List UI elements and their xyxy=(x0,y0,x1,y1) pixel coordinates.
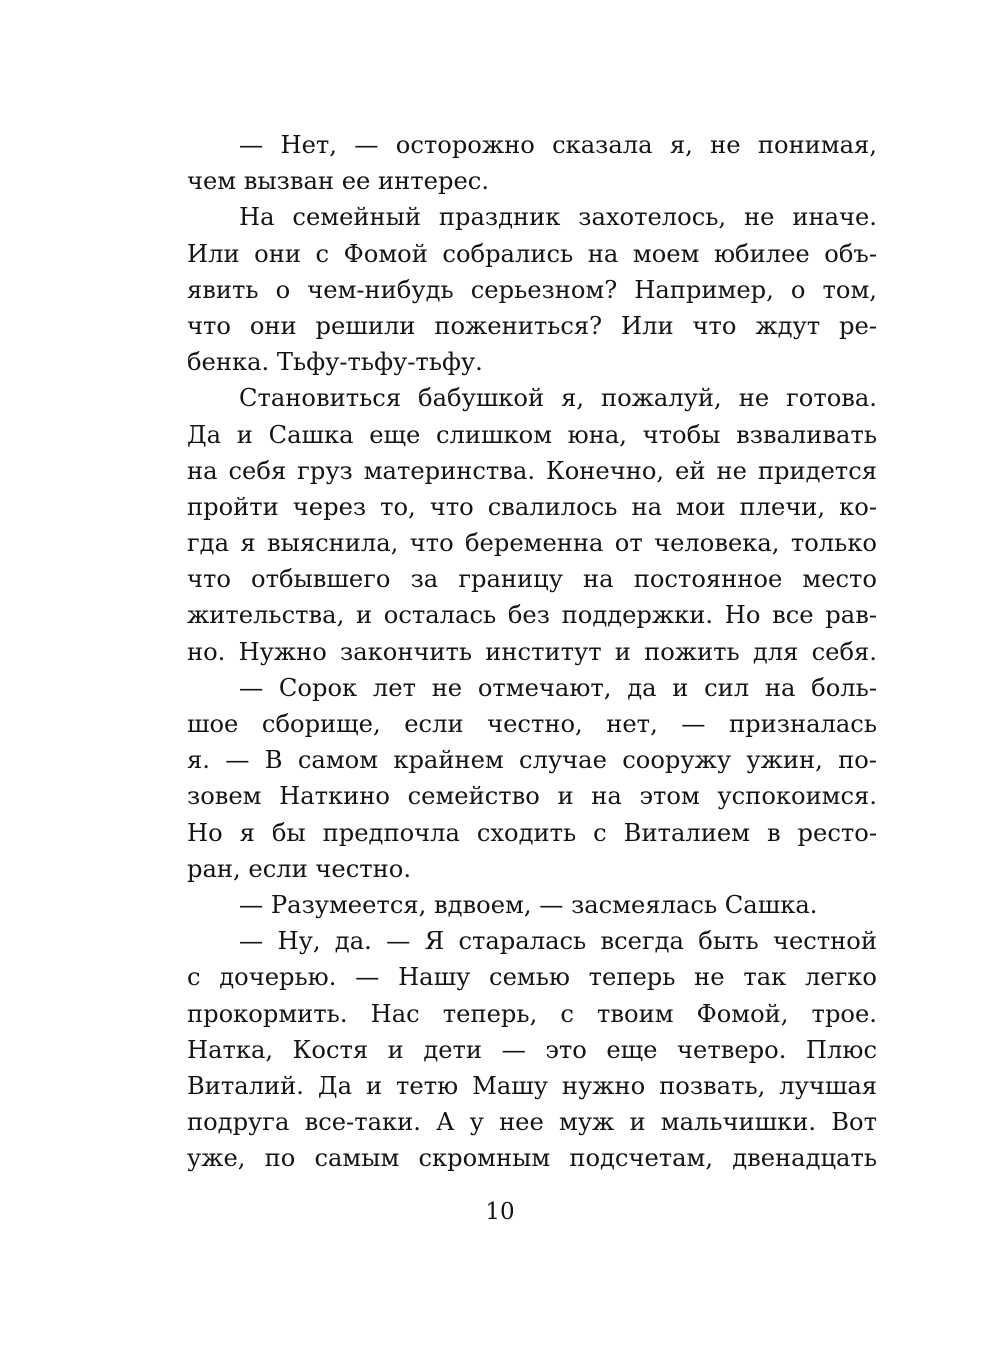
page-number: 10 xyxy=(485,1199,515,1225)
text-line: подруга все-таки. А у нее муж и мальчишки. Вот xyxy=(187,1108,877,1137)
text-line: ран, если честно. xyxy=(187,854,412,883)
text-line: уже, по самым скромным подсчетам, двенадцать xyxy=(187,1144,877,1173)
text-line: Виталий. Да и тетю Машу нужно позвать, лучшая xyxy=(187,1071,877,1100)
text-line: Натка, Костя и дети — это еще четверо. Плюс xyxy=(187,1035,877,1064)
text-line: бенка. Тьфу-тьфу-тьфу. xyxy=(187,348,483,377)
text-line: жительства, и осталась без поддержки. Но все рав- xyxy=(187,601,877,630)
text-line: Или они с Фомой собрались на моем юбилее объ- xyxy=(187,239,877,268)
text-line: с дочерью. — Нашу семью теперь не так легко xyxy=(187,963,877,992)
text-line: Да и Сашка еще слишком юна, чтобы взваливать xyxy=(187,420,877,449)
text-line: на себя груз материнства. Конечно, ей не придется xyxy=(187,456,877,485)
body-text xyxy=(187,127,877,1176)
text-line: пройти через то, что свалилось на мои плечи, ко- xyxy=(187,492,877,521)
text-line: шое сборище, если честно, нет, — призналась xyxy=(187,710,877,738)
text-line: На семейный праздник захотелось, не иначе. xyxy=(239,203,877,232)
text-line: прокормить. Нас теперь, с твоим Фомой, трое. xyxy=(187,999,877,1028)
text-line: но. Нужно закончить институт и пожить для себя. xyxy=(187,637,877,666)
text-line: — Ну, да. — Я старалась всегда быть честной xyxy=(239,927,877,956)
text-line: — Нет, — осторожно сказала я, не понимая, xyxy=(239,131,877,159)
text-line: Но я бы предпочла сходить с Виталием в ресто- xyxy=(187,818,877,847)
text-line: — Разумеется, вдвоем, — засмеялась Сашка. xyxy=(239,890,818,919)
text-line: что отбывшего за границу на постоянное место xyxy=(187,565,877,594)
text-line: зовем Наткино семейство и на этом успокоимся. xyxy=(187,782,877,811)
text-line: гда я выяснила, что беременна от человека, только xyxy=(187,529,877,558)
text-line: явить о чем-нибудь серьезном? Например, о том, xyxy=(187,275,877,304)
text-line: чем вызван ее интерес. xyxy=(187,167,490,196)
text-line: что они решили пожениться? Или что ждут ре- xyxy=(187,311,877,340)
text-line: Становиться бабушкой я, пожалуй, не готова. xyxy=(239,384,877,413)
text-line: я. — В самом крайнем случае сооружу ужин, по- xyxy=(187,746,877,775)
text-line: — Сорок лет не отмечают, да и сил на боль- xyxy=(239,673,877,702)
